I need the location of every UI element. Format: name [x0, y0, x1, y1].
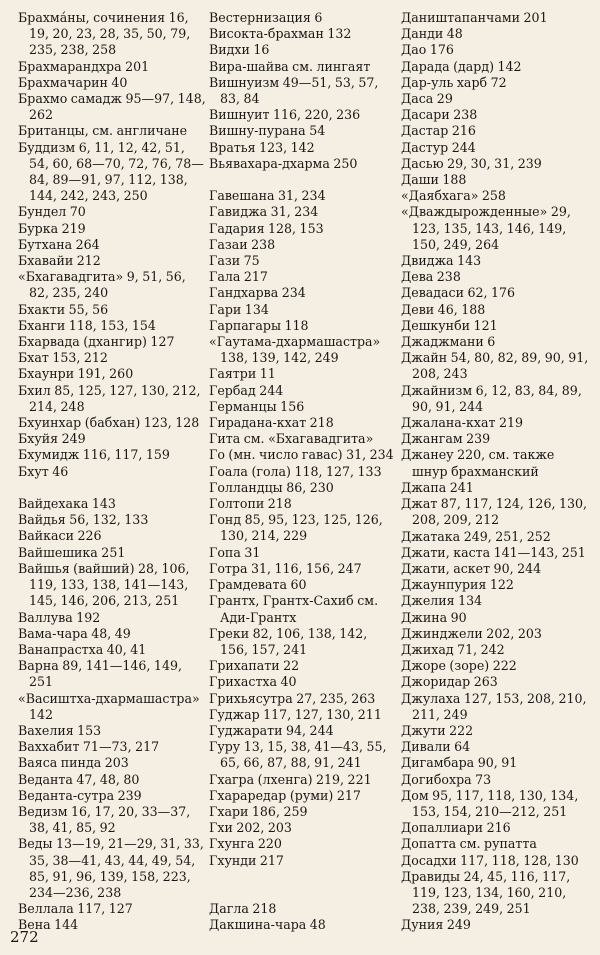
- index-entry: Дуния 249: [401, 917, 471, 933]
- index-entry: Дасью 29, 30, 31, 239: [401, 155, 542, 171]
- index-entry: Вишнуит 116, 220, 236: [209, 107, 361, 123]
- index-entry: Бхат 153, 212: [18, 350, 108, 366]
- index-entry: Гандхарва 234: [209, 285, 306, 301]
- index-entry: Гита см. «Бхагавадгита»: [209, 431, 374, 447]
- index-entry: Бундел 70: [18, 204, 86, 220]
- index-entry: Газаи 238: [209, 236, 276, 252]
- index-entry: Греки 82, 106, 138, 142, 156, 157, 241: [209, 625, 368, 657]
- index-entry: Гхунди 217: [209, 852, 284, 868]
- index-entry: Гопа 31: [209, 544, 261, 560]
- index-entry: Вайкаси 226: [18, 528, 102, 544]
- index-entry: Веданта 47, 48, 80: [18, 771, 140, 787]
- index-entry: Дагла 218: [209, 901, 277, 917]
- index-entry: Бхаунри 191, 260: [18, 366, 134, 382]
- index-entry: Грихьясутра 27, 235, 263: [209, 690, 376, 706]
- index-entry: Вишну-пурана 54: [209, 123, 326, 139]
- index-entry: Джати, аскет 90, 244: [401, 560, 542, 576]
- index-entry: Джайнизм 6, 12, 83, 84, 89, 90, 91, 244: [401, 382, 582, 414]
- index-entry: Дасари 238: [401, 107, 478, 123]
- index-entry: Гхари 186, 259: [209, 803, 308, 819]
- index-entry: Голландцы 86, 230: [209, 479, 334, 495]
- index-entry: Вахелия 153: [18, 722, 102, 738]
- index-entry: Джихад 71, 242: [401, 641, 505, 657]
- index-gap: [209, 172, 397, 188]
- index-entry: «Васиштха-дхармашастра» 142: [18, 690, 200, 722]
- index-entry: Вайдехака 143: [18, 496, 116, 512]
- index-entry: Гхунга 220: [209, 836, 282, 852]
- index-entry: Бхарвада (дхангир) 127: [18, 334, 175, 350]
- index-entry: Грихастха 40: [209, 674, 297, 690]
- index-entry: Джалана-кхат 219: [401, 415, 523, 431]
- index-entry: «Дваждырожденные» 29, 123, 135, 143, 146, 149, 150, 249, 264: [401, 204, 571, 252]
- index-entry: Гхи 202, 203: [209, 820, 292, 836]
- index-entry: Ваяса пинда 203: [18, 755, 129, 771]
- index-entry: Германцы 156: [209, 398, 305, 414]
- index-gap: [209, 869, 397, 885]
- index-entry: Допатта см. рупатта: [401, 836, 537, 852]
- index-entry: Вайшешика 251: [18, 544, 126, 560]
- index-entry: Гхарaредар (руми) 217: [209, 787, 361, 803]
- index-entry: Дева 238: [401, 269, 461, 285]
- index-entry: Вестернизация 6: [209, 10, 323, 25]
- index-column-1: [18, 10, 206, 934]
- index-entry: Бхут 46: [18, 463, 69, 479]
- index-entry: Гоала (гола) 118, 127, 133: [209, 463, 382, 479]
- index-entry: Гази 75: [209, 253, 260, 269]
- index-entry: Джоридар 263: [401, 674, 498, 690]
- index-entry: Бутхана 264: [18, 236, 100, 252]
- index-entry: Ванапрастха 40, 41: [18, 641, 147, 657]
- index-entry: Дивали 64: [401, 739, 471, 755]
- index-entry: Ведизм 16, 17, 20, 33—37, 38, 41, 85, 92: [18, 803, 191, 836]
- index-entry: Гарпагары 118: [209, 317, 309, 333]
- index-entry: Буддизм 6, 11, 12, 42, 51, 54, 60, 68—70, 72, 76, 78—84, 89—91, 97, 112, 138, 144, 242, 243, 250: [18, 139, 204, 204]
- index-entry: Вьявахара-дхарма 250: [209, 155, 358, 171]
- index-entry: Джинджели 202, 203: [401, 625, 542, 641]
- index-entry: Вишнуизм 49—51, 53, 57, 83, 84: [209, 74, 379, 107]
- index-entry: Джапа 241: [401, 479, 474, 495]
- index-entry: Дастур 244: [401, 139, 476, 155]
- index-entry: Бхуйя 249: [18, 431, 86, 447]
- index-entry: Вира-шайва см. лингаят: [209, 58, 371, 74]
- index-entry: Данди 48: [401, 26, 463, 42]
- index-entry: Даши 188: [401, 172, 467, 188]
- index-entry: Гари 134: [209, 301, 269, 317]
- index-entry: Бхил 85, 125, 127, 130, 212, 214, 248: [18, 382, 201, 414]
- index-entry: Гуру 13, 15, 38, 41—43, 55, 65, 66, 87, 88, 91, 241: [209, 739, 387, 771]
- index-entry: Гадария 128, 153: [209, 220, 324, 236]
- index-entry: Джина 90: [401, 609, 467, 625]
- index-column-3: [401, 10, 589, 934]
- index-entry: Гала 217: [209, 269, 268, 285]
- index-entry: «Гаутама-дхармашастра» 138, 139, 142, 249: [209, 334, 381, 366]
- index-entry: Деви 46, 188: [401, 301, 486, 317]
- index-entry: Гаятри 11: [209, 366, 276, 382]
- index-entry: Джат 87, 117, 124, 126, 130, 208, 209, 212: [401, 496, 588, 528]
- index-entry: Гавешана 31, 234: [209, 188, 326, 204]
- index-gap: [209, 885, 397, 901]
- index-entry: Джаджмани 6: [401, 334, 496, 350]
- index-entry: Грамдевата 60: [209, 577, 307, 593]
- index-entry: Гавиджа 31, 234: [209, 204, 319, 220]
- index-entry: Вама-чара 48, 49: [18, 625, 131, 641]
- index-entry: Гербад 244: [209, 382, 284, 398]
- index-entry: Дарада (дард) 142: [401, 58, 522, 74]
- index-entry: Голтопи 218: [209, 496, 292, 512]
- index-entry: Вена 144: [18, 917, 79, 933]
- index-entry: Грихапати 22: [209, 658, 300, 674]
- index-entry: Бхуинхар (бабхан) 123, 128: [18, 415, 200, 431]
- index-entry: Дом 95, 117, 118, 130, 134, 153, 154, 210—212, 251: [401, 787, 579, 819]
- index-entry: Брахмарандхра 201: [18, 58, 150, 74]
- index-entry: Догибохра 73: [401, 771, 492, 787]
- index-entry: Дигамбара 90, 91: [401, 755, 518, 771]
- index-entry: Девадаси 62, 176: [401, 285, 516, 301]
- index-entry: Даса 29: [401, 91, 453, 107]
- index-entry: Брахмо самадж 95—97, 148, 262: [18, 91, 206, 123]
- index-entry: Дастар 216: [401, 123, 476, 139]
- index-entry: Брахма́ны, сочинения 16, 19, 20, 23, 28, 35, 50, 79, 235, 238, 258: [18, 10, 191, 58]
- index-entry: Вратья 123, 142: [209, 139, 315, 155]
- index-entry: Гуджар 117, 127, 130, 211: [209, 706, 382, 722]
- page-number: 272: [10, 928, 39, 946]
- index-entry: Варна 89, 141—146, 149, 251: [18, 658, 182, 690]
- index-entry: Бханги 118, 153, 154: [18, 317, 156, 333]
- index-entry: Вайшья (вайший) 28, 106, 119, 133, 138, 141—143, 145, 146, 206, 213, 251: [18, 560, 190, 609]
- index-entry: Бхакти 55, 56: [18, 301, 109, 317]
- index-column-2: [209, 10, 397, 934]
- index-entry: Джангам 239: [401, 431, 491, 447]
- index-entry: Дао 176: [401, 42, 454, 58]
- index-entry: «Даябхага» 258: [401, 188, 506, 204]
- index-entry: Дравиды 24, 45, 116, 117, 119, 123, 134, 160, 210, 238, 239, 249, 251: [401, 868, 571, 917]
- index-entry: Бхумидж 116, 117, 159: [18, 447, 170, 463]
- index-entry: Джаунпурия 122: [401, 577, 514, 593]
- index-entry: Видхи 16: [209, 42, 270, 58]
- index-entry: Ваххабит 71—73, 217: [18, 739, 160, 755]
- index-entry: Допаллиари 216: [401, 820, 511, 836]
- index-entry: Гуджарати 94, 244: [209, 722, 334, 738]
- index-entry: Бхавайи 212: [18, 253, 101, 269]
- index-entry: Го (мн. число гавас) 31, 234: [209, 447, 394, 463]
- index-entry: Двиджа 143: [401, 253, 482, 269]
- index-entry: Джелия 134: [401, 593, 483, 609]
- index-entry: Джоре (зоре) 222: [401, 658, 517, 674]
- index-entry: Бурка 219: [18, 220, 86, 236]
- index-entry: Веллала 117, 127: [18, 901, 133, 917]
- index-entry: Веданта-сутра 239: [18, 787, 142, 803]
- index-entry: Джути 222: [401, 722, 474, 738]
- index-entry: Гхагра (лхенга) 219, 221: [209, 771, 372, 787]
- index-entry: Валлува 192: [18, 609, 101, 625]
- index-entry: Джанеу 220, см. также шнур брахманский: [401, 447, 555, 479]
- index-entry: Даништапанчами 201: [401, 10, 548, 25]
- index-entry: Джатака 249, 251, 252: [401, 528, 551, 544]
- index-entry: Дакшина-чара 48: [209, 917, 326, 933]
- index-entry: Британцы, см. англичане: [18, 123, 188, 139]
- index-entry: «Бхагавадгита» 9, 51, 56, 82, 235, 240: [18, 269, 186, 301]
- index-entry: Веды 13—19, 21—29, 31, 33, 35, 38—41, 43, 44, 49, 54, 85, 91, 96, 139, 158, 223, 234—236, 238: [18, 836, 204, 900]
- index-gap: [18, 480, 206, 496]
- index-entry: Дар-уль харб 72: [401, 74, 507, 90]
- index-entry: Досадхи 117, 118, 128, 130: [401, 852, 579, 868]
- index-entry: Гонд 85, 95, 123, 125, 126, 130, 214, 229: [209, 512, 383, 544]
- index-entry: Вайдья 56, 132, 133: [18, 512, 149, 528]
- index-entry: Брахмачарин 40: [18, 74, 128, 90]
- index-entry: Джати, каста 141—143, 251: [401, 544, 586, 560]
- index-entry: Дешкунби 121: [401, 317, 498, 333]
- index-entry: Грантх, Грантх-Сахиб см. Ади-Грантх: [209, 593, 379, 625]
- index-entry: Готра 31, 116, 156, 247: [209, 560, 362, 576]
- index-entry: Високта-брахман 132: [209, 26, 352, 42]
- index-entry: Джайн 54, 80, 82, 89, 90, 91, 208, 243: [401, 350, 589, 382]
- index-entry: Гирадана-кхат 218: [209, 415, 334, 431]
- index-entry: Джулаха 127, 153, 208, 210, 211, 249: [401, 690, 587, 722]
